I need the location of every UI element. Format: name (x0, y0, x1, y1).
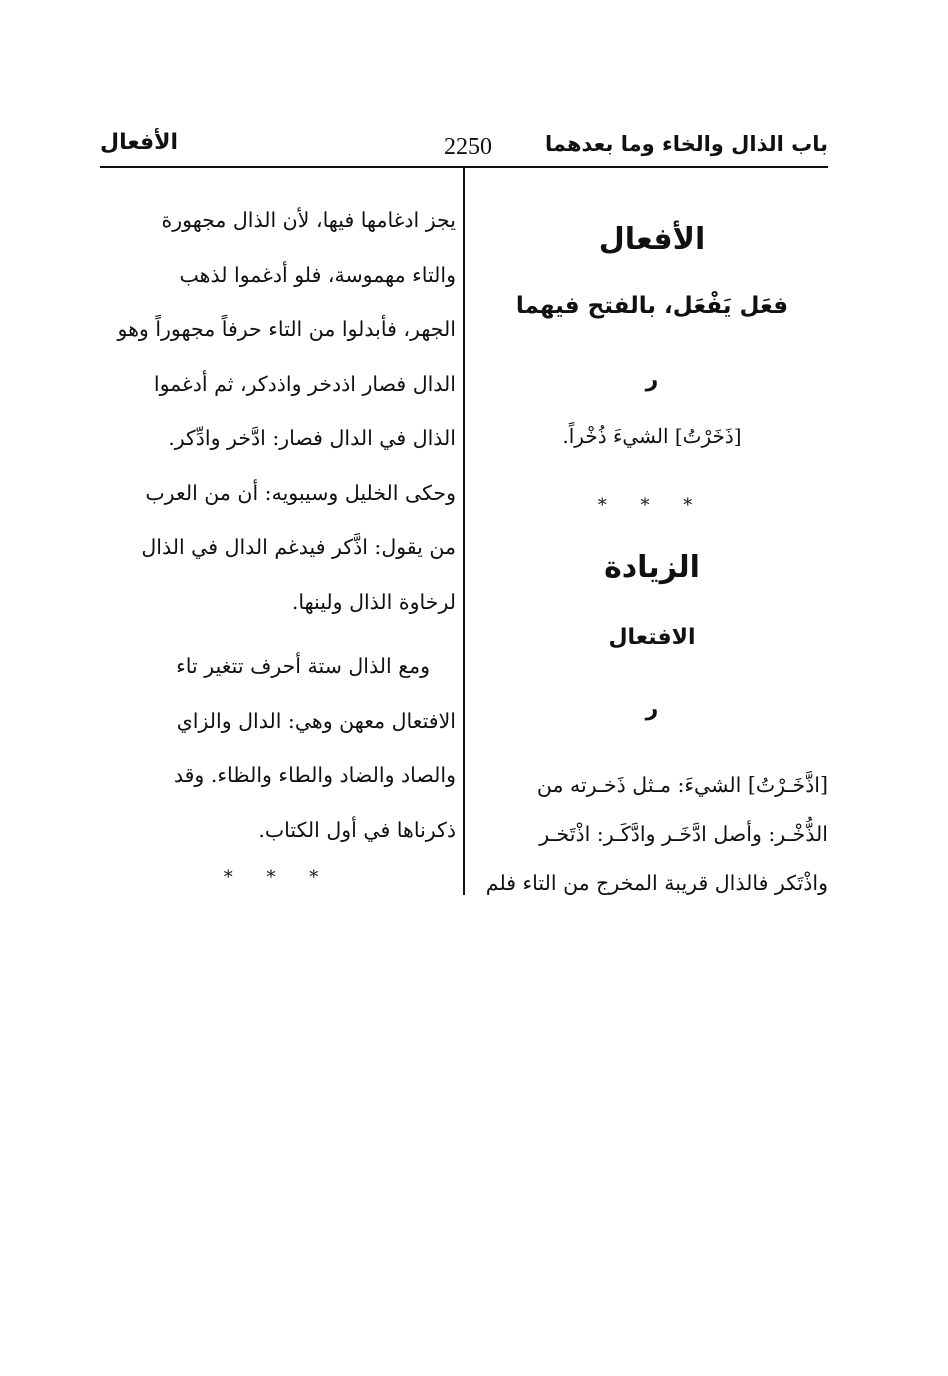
text-line: ومع الذال ستة أحرف تتغير تاء (176, 654, 430, 678)
heading-addition: الزيادة (604, 550, 700, 585)
paragraph-gap (100, 634, 456, 644)
heading-verbs: الأفعال (598, 222, 706, 257)
subheading-iftiaal: الافتعال (608, 625, 696, 650)
text-line: لرخاوة الذال ولينها. (291, 589, 456, 614)
text-line: الافتعال معهن وهي: الدال والزاي (176, 708, 456, 733)
section-separator: * * * (223, 867, 333, 888)
left-column (100, 198, 456, 911)
section-separator: * * * (597, 495, 707, 516)
right-column-entry (476, 764, 828, 911)
root-letter: ر (645, 367, 659, 392)
text-line: الذُّخْـر: وأصل ادَّخَـر وادَّكَـر: اذْتَخـر (539, 822, 828, 846)
running-header-section: الأفعال (100, 130, 179, 155)
text-line: الدال فصار اذدخر واذدكر، ثم أدغموا (153, 371, 456, 396)
text-line: وحكى الخليل وسيبويه: أن من العرب (145, 480, 456, 505)
dictionary-entry: [ذَخَرْتُ] الشيءَ ذُخْراً. (562, 424, 742, 448)
text-line: ذكرناها في أول الكتاب. (258, 817, 456, 842)
text-line: واذْتَكر فالذال قريبة المخرج من التاء فلم (485, 871, 828, 895)
text-line: والصاد والضاد والطاء والظاء. وقد (173, 763, 456, 787)
text-line: والتاء مهموسة، فلو أدغموا لذهب (179, 262, 456, 287)
text-line: من يقول: اذَّكر فيدغم الدال في الذال (141, 535, 456, 559)
text-line: [اذَّخَـرْتُ] الشيءَ: مـثل ذَخـرته من (536, 773, 828, 797)
subheading-pattern: فعَل يَفْعَل، بالفتح فيهما (515, 293, 789, 319)
running-header-chapter: باب الذال والخاء وما بعدهما (545, 132, 828, 156)
text-line: الجهر، فأبدلوا من التاء حرفاً مجهوراً وهو (117, 317, 456, 341)
text-line: يجز ادغامها فيها، لأن الذال مجهورة (161, 208, 456, 232)
page-number: 2250 (444, 134, 492, 160)
text-line: الذال في الدال فصار: ادَّخر وادِّكر. (168, 426, 456, 450)
right-column (476, 210, 828, 740)
column-divider (463, 168, 465, 895)
root-letter: ر (645, 696, 659, 721)
